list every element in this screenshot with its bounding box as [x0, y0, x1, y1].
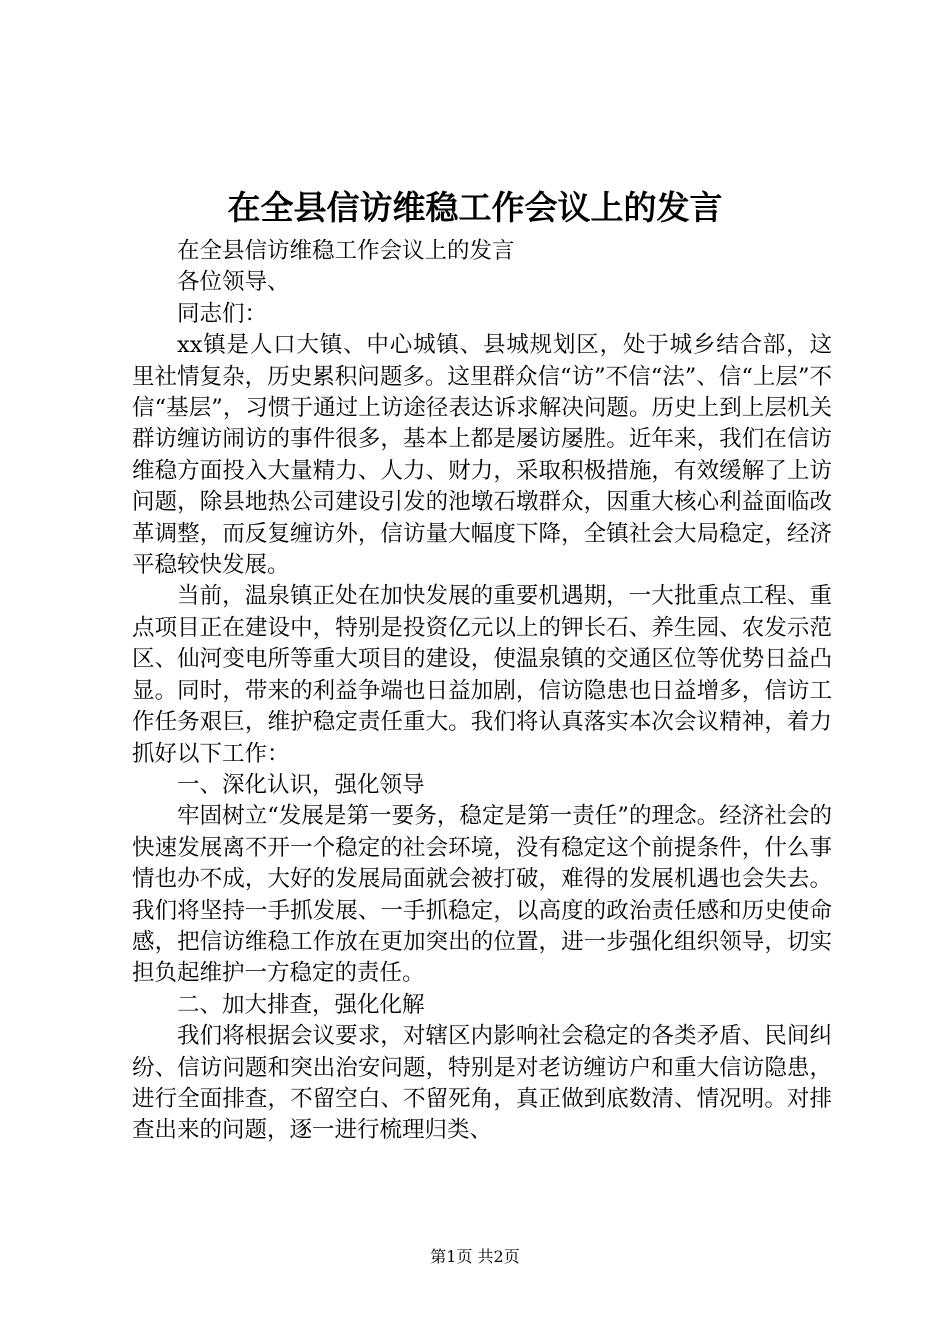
- paragraph-current-situation: 当前，温泉镇正处在加快发展的重要机遇期，一大批重点工程、重点项目正在建设中，特别是投资亿元以上的钾长石、养生园、农发示范区、仙河变电所等重大项目的建设，使温泉镇的交通区位等优势日益凸显。同时，带来的利益争端也日益加剧，信访隐患也日益增多，信访工作任务艰巨，维护稳定责任重大。我们将认真落实本次会议精神，着力抓好以下工作：: [132, 583, 832, 767]
- paragraph-subtitle: 在全县信访维稳工作会议上的发言: [177, 238, 515, 264]
- paragraph-salutation-leaders: 各位领导、: [177, 269, 290, 296]
- document-body: [132, 236, 832, 1147]
- paragraph-section-2: 我们将根据会议要求，对辖区内影响社会稳定的各类矛盾、民间纠纷、信访问题和突出治安问题，特别是对老访缠访户和重大信访隐患，进行全面排查，不留空白、不留死角，真正做到底数清、情况明。对排查出来的问题，逐一进行梳理归类、: [132, 1023, 832, 1144]
- section-heading-1: 一、深化认识，强化领导: [177, 771, 425, 798]
- paragraph-salutation-comrades: 同志们：: [177, 300, 268, 327]
- paragraph-town-overview: xx镇是人口大镇、中心城镇、县城规划区，处于城乡结合部，这里社情复杂，历史累积问题多。这里群众信“访”不信“法”、信“上层”不信“基层”，习惯于通过上访途径表达诉求解决问题。历史上到上层机关群访缠访闹访的事件很多，基本上都是屡访屡胜。近年来，我们在信访维稳方面投入大量精力、人力、财力，采取积极措施，有效缓解了上访问题，除县地热公司建设引发的池墩石墩群众，因重大核心利益面临改革调整，而反复缠访外，信访量大幅度下降，全镇社会大局稳定，经济平稳较快发展。: [132, 332, 832, 579]
- paragraph-section-1: 牢固树立“发展是第一要务，稳定是第一责任”的理念。经济社会的快速发展离不开一个稳定的社会环境，没有稳定这个前提条件，什么事情也办不成，大好的发展局面就会被打破，难得的发展机遇也会失去。我们将坚持一手抓发展、一手抓稳定，以高度的政治责任感和历史使命感，把信访维稳工作放在更加突出的位置，进一步强化组织领导，切实担负起维护一方稳定的责任。: [132, 803, 832, 987]
- page-number-footer: 第1页 共2页: [430, 1247, 520, 1266]
- section-heading-2: 二、加大排查，强化化解: [177, 991, 425, 1018]
- document-title: 在全县信访维稳工作会议上的发言: [227, 188, 723, 227]
